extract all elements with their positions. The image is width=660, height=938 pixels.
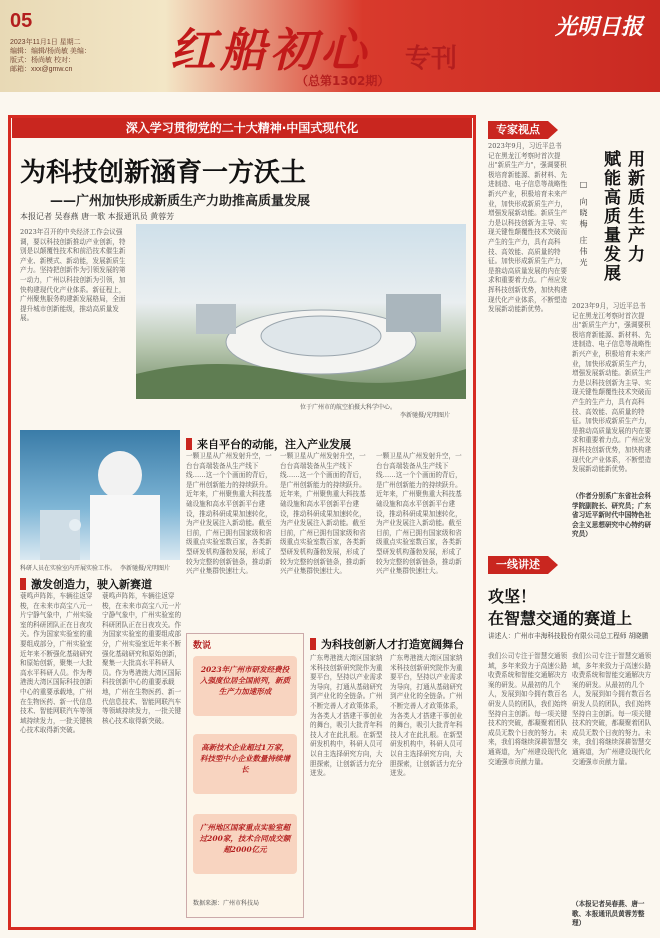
- meta-line: 2023年11月1日 星期二: [10, 39, 81, 46]
- page-title: 为科技创新涵育一方沃土: [20, 158, 307, 188]
- section-marker: [310, 638, 316, 650]
- opinion-column: 2023年9月，习近平总书记在黑龙江考察时首次提出"新质生产力"，强调要积极培育新能源、新材料、先进制造、电子信息等战略性新兴产业，积极培育未来产业，加快形成新质生产力，增强发展新动能。新质生产力是以科技创新为主导、实现关键性颠覆性技术突破而产生的生产力，具有高科技、高效能、高质量的特征。加快形成新质生产力，是推动高质量发展的内在要求和重要着力点。广州应发挥科技创新优势，加快构建现代化产业体系，不断塑造发展新动能新优势。: [488, 142, 568, 314]
- photo-credit: 李新驰摄/光明图片: [400, 412, 451, 419]
- science-center-photo: [136, 224, 466, 399]
- section-tag: 专家视点: [488, 121, 548, 139]
- story-headline: 攻坚！: [488, 587, 537, 606]
- section-heading: [20, 576, 152, 592]
- issue-number: （总第1302期）: [296, 74, 390, 88]
- section-heading: [310, 636, 464, 652]
- page-number: 05: [10, 10, 33, 32]
- story-headline: 在智慧交通的赛道上: [488, 609, 633, 628]
- meta-line: 邮箱：xxx@gmw.cn: [10, 66, 73, 73]
- section-title: 为科技创新人才打造宽阔舞台: [321, 638, 464, 651]
- section-tag: 一线讲述: [488, 556, 548, 574]
- lead-paragraph: 2023年召开的中央经济工作会议强调，要以科技创新推动产业创新，特别是以颠覆性技术和前沿技术催生新产业、新模式、新动能，发展新质生产力。坚持把创新作为引领发展的第一动力，广州以科技创新为引领，加快构建现代化产业体系。新征程上，广州聚焦服务构建新发展格局，全面提升城市创新能级，推动高质量发展。: [20, 228, 126, 323]
- body-column: 广东粤港澳大湾区国家纳米科技创新研究院作为重要平台，坚持以产业需求为导向，打通从基础研究到产业化的全链条。广州不断完善人才政策体系，为各类人才搭建干事创业的舞台，吸引大批青年科技人才在此扎根。在新型研发机构中，科研人员可以自主选择研究方向，大胆探索，让创新活力充分迸发。: [310, 654, 383, 778]
- masthead-title: 红船初心: [170, 23, 370, 77]
- data-box: [186, 633, 304, 918]
- section-title: 激发创造力，驶入新赛道: [31, 578, 152, 591]
- body-column: 一颗卫星从广州发射升空，一台台高端装备从生产线下线……这一个个画面的背后，是广州创新能力的持续跃升。近年来，广州聚焦重大科技基础设施和高水平创新平台建设，推动科研成果加速转化，为产业发展注入新动能。截至目前，广州已拥有国家级和省级重点实验室数百家，各类新型研发机构蓬勃发展，形成了较为完整的创新链条，推动新兴产业集群快速壮大。: [280, 452, 366, 576]
- opinion-column: 2023年9月，习近平总书记在黑龙江考察时首次提出"新质生产力"，强调要积极培育新能源、新材料、先进制造、电子信息等战略性新兴产业，积极培育未来产业，加快形成新质生产力，增强发展新动能。新质生产力是以科技创新为主导、实现关键性颠覆性技术突破而产生的生产力，具有高科技、高效能、高质量的特征。加快形成新质生产力，是推动高质量发展的内在要求和重要着力点。广州应发挥科技创新优势，加快构建现代化产业体系，不断塑造发展新动能新优势。: [572, 302, 652, 474]
- body-column: 蓑鸣声阵阵，车辆往返穿梭，在未来市高宝八元一片宁静气象中，广州实验室的科研团队正在日夜攻关。作为国家实验室的重要组成部分，广州实验室近年来不断强化基础研究和原始创新，聚集一大批高水平科研人员。作为粤港澳大湾区国际科技创新中心的重要承载地，广州在生物医药、新一代信息技术、智能网联汽车等领域持续发力，一批关键核心技术取得新突破。: [102, 592, 182, 725]
- topic-banner: 深入学习贯彻党的二十大精神·中国式现代化: [12, 118, 472, 138]
- data-card: 高新技术企业超过1万家，科技型中小企业数量持续增长: [193, 734, 297, 794]
- newspaper-logo: 光明日报: [555, 14, 644, 40]
- lab-photo: [20, 430, 180, 560]
- data-source: 数据来源：广州市科技局: [193, 900, 260, 907]
- data-card: 2023年广州市研发经费投入强度位居全国前列，新质生产力加速形成: [193, 656, 297, 716]
- opinion-title: 用新质生产力: [624, 150, 644, 264]
- photo-caption: 位于广州市的航空拍摄大科学中心。: [300, 404, 397, 411]
- opinion-author: □ 向晓梅 庄伟光: [579, 180, 588, 270]
- body-column: 广东粤港澳大湾区国家纳米科技创新研究院作为重要平台，坚持以产业需求为导向，打通从基础研究到产业化的全链条。广州不断完善人才政策体系，为各类人才搭建干事创业的舞台，吸引大批青年科技人才在此扎根。在新型研发机构中，科研人员可以自主选择研究方向，大胆探索，让创新活力充分迸发。: [390, 654, 463, 778]
- masthead-title-suffix: 专刊: [405, 44, 458, 74]
- masthead-meta: [10, 38, 130, 74]
- byline: 本报记者 吴春燕 唐一歌 本报通讯员 黄蓉芳: [20, 212, 175, 221]
- story-column: 我们公司专注于智慧交通领域，多年来致力于高速公路收费系统和智能交通解决方案的研发。从最初的几个人，发展到如今拥有数百名研发人员的团队，我们始终坚持自主创新。每一项关键技术的突破，都凝聚着团队成员无数个日夜的努力。未来，我们将继续深耕智慧交通赛道，为广州建设现代化交通强市贡献力量。: [572, 652, 652, 766]
- section-heading: [186, 436, 351, 452]
- opinion-title: 赋能高质量发展: [600, 150, 620, 283]
- section-marker: [20, 578, 26, 590]
- meta-line: 编辑：编辑/杨尚敏 美编：: [10, 48, 91, 55]
- body-column: 一颗卫星从广州发射升空，一台台高端装备从生产线下线……这一个个画面的背后，是广州创新能力的持续跃升。近年来，广州聚焦重大科技基础设施和高水平创新平台建设，推动科研成果加速转化，为产业发展注入新动能。截至目前，广州已拥有国家级和省级重点实验室数百家，各类新型研发机构蓬勃发展，形成了较为完整的创新链条，推动新兴产业集群快速壮大。: [376, 452, 462, 576]
- section-title: 来自平台的动能，注入产业发展: [197, 438, 351, 451]
- photo-credit: 李新驰摄/光明图片: [120, 565, 171, 572]
- story-note: （本报记者吴春燕、唐一歌、本报通讯员黄蓉芳整理）: [572, 900, 645, 928]
- body-column: 蓑鸣声阵阵，车辆往返穿梭，在未来市高宝八元一片宁静气象中，广州实验室的科研团队正在日夜攻关。作为国家实验室的重要组成部分，广州实验室近年来不断强化基础研究和原始创新，聚集一大批高水平科研人员。作为粤港澳大湾区国际科技创新中心的重要承载地，广州在生物医药、新一代信息技术、智能网联汽车等领域持续发力，一批关键核心技术取得新突破。: [20, 592, 93, 735]
- opinion-note: （作者分别系广东省社会科学院副院长、研究员；广东省习近平新时代中国特色社会主义思想研究中心特约研究员）: [572, 492, 652, 539]
- section-marker: [186, 438, 192, 450]
- masthead: [0, 0, 660, 92]
- story-byline: 讲述人：广州市丰海科技股份有限公司总工程师 胡晓鹏: [488, 632, 649, 640]
- data-box-title: 数说: [193, 641, 212, 651]
- photo-caption: 科研人员在实验室内开展实验工作。: [20, 565, 117, 572]
- story-column: 我们公司专注于智慧交通领域，多年来致力于高速公路收费系统和智能交通解决方案的研发。从最初的几个人，发展到如今拥有数百名研发人员的团队，我们始终坚持自主创新。每一项关键技术的突破，都凝聚着团队成员无数个日夜的努力。未来，我们将继续深耕智慧交通赛道，为广州建设现代化交通强市贡献力量。: [488, 652, 568, 766]
- meta-line: 版式：杨尚敏 校对：: [10, 57, 75, 64]
- subtitle: ——广州加快形成新质生产力助推高质量发展: [50, 194, 311, 209]
- body-column: 一颗卫星从广州发射升空，一台台高端装备从生产线下线……这一个个画面的背后，是广州创新能力的持续跃升。近年来，广州聚焦重大科技基础设施和高水平创新平台建设，推动科研成果加速转化，为产业发展注入新动能。截至目前，广州已拥有国家级和省级重点实验室数百家，各类新型研发机构蓬勃发展，形成了较为完整的创新链条，推动新兴产业集群快速壮大。: [186, 452, 272, 576]
- data-card: 广州地区国家重点实验室超过200家，技术合同成交额超2000亿元: [193, 814, 297, 874]
